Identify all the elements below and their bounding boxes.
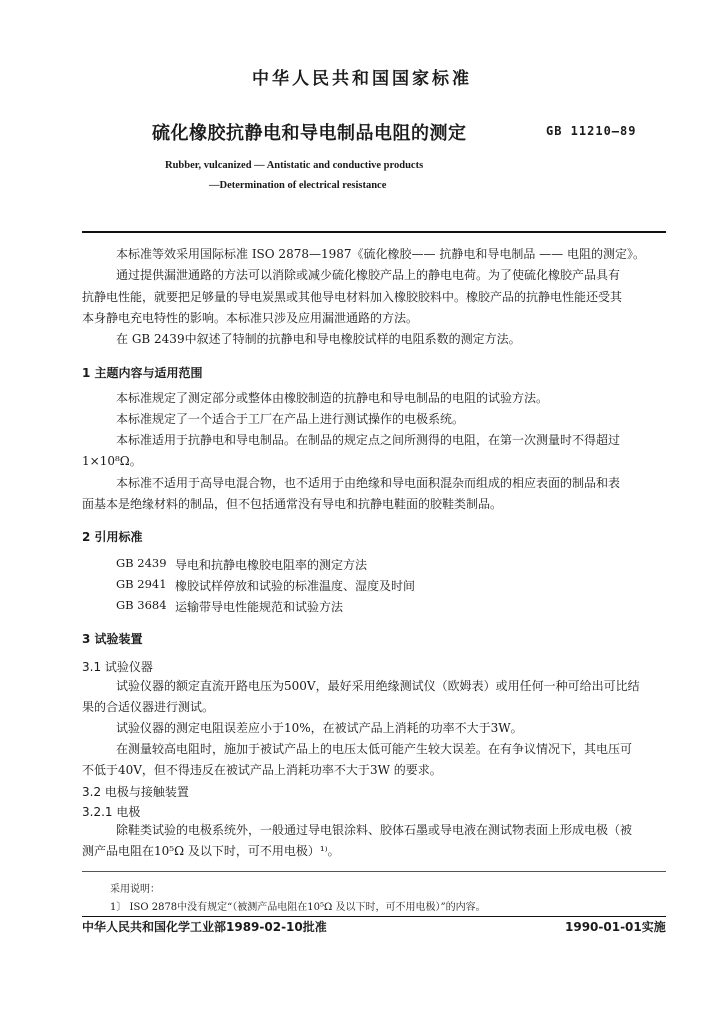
section-2-heading: 2 引用标准: [82, 530, 143, 544]
section-1-line-6: 面基本是绝缘材料的制品，但不包括通常没有导电和抗静电鞋面的胶鞋类制品。: [82, 497, 503, 511]
section-3-2-1-line-2: 测产品电阻在10⁵Ω 及以下时，可不用电极）¹⁾。: [82, 844, 340, 858]
reference-title: 运输带导电性能规范和试验方法: [175, 600, 344, 614]
section-3-1-line-4: 在测量较高电阻时，施加于被试产品上的电压太低可能产生较大误差。在有争议情况下，其电压可: [116, 742, 633, 756]
section-3-1-heading: 3.1 试验仪器: [82, 660, 153, 674]
standard-name: 中华人民共和国国家标准: [252, 69, 472, 89]
english-title-line-1: Rubber, vulcanized — Antistatic and conductive products: [165, 160, 424, 171]
intro-line-5: 在 GB 2439中叙述了特制的抗静电和导电橡胶试样的电阻系数的测定方法。: [116, 332, 521, 346]
section-1-line-5: 本标准不适用于高导电混合物，也不适用于由绝缘和导电面积混杂而组成的相应表面的制品和表: [116, 476, 621, 490]
notes-label: 采用说明：: [110, 884, 160, 895]
section-3-2-1-heading: 3.2.1 电极: [82, 805, 141, 819]
document-title: 硫化橡胶抗静电和导电制品电阻的测定: [152, 123, 467, 144]
section-3-2-heading: 3.2 电极与接触装置: [82, 785, 189, 799]
footer-rule: [82, 916, 666, 917]
section-3-1-line-5: 不低于40V，但不得违反在被试产品上消耗功率不大于3W 的要求。: [82, 763, 442, 777]
reference-code: GB 3684: [116, 598, 167, 612]
intro-line-3: 抗静电性能，就要把足够量的导电炭黑或其他导电材料加入橡胶胶料中。橡胶产品的抗静电性能还受其: [82, 290, 623, 304]
intro-line-2: 通过提供漏泄通路的方法可以消除或减少硫化橡胶产品上的静电电荷。为了使硫化橡胶产品具有: [116, 268, 621, 282]
intro-line-1: 本标准等效采用国际标准 ISO 2878—1987《硫化橡胶—— 抗静电和导电制品 —— 电阻的测定》。: [116, 247, 645, 261]
section-1-line-3: 本标准适用于抗静电和导电制品。在制品的规定点之间所测得的电阻，在第一次测量时不得超过: [116, 433, 621, 447]
reference-code: GB 2439: [116, 556, 167, 570]
effective-date: 1990-01-01实施: [565, 920, 666, 934]
reference-code: GB 2941: [116, 577, 167, 591]
section-1-line-4: 1×10⁸Ω。: [82, 454, 142, 468]
section-3-1-line-2: 果的合适仪器进行测试。: [82, 700, 215, 714]
intro-line-4: 本身静电充电特性的影响。本标准只涉及应用漏泄通路的方法。: [82, 311, 419, 325]
reference-title: 导电和抗静电橡胶电阻率的测定方法: [175, 558, 368, 572]
section-3-heading: 3 试验装置: [82, 632, 143, 646]
reference-title: 橡胶试样停放和试验的标准温度、湿度及时间: [175, 579, 416, 593]
header-rule: [82, 231, 666, 233]
section-3-1-line-3: 试验仪器的测定电阻误差应小于10%，在被试产品上消耗的功率不大于3W。: [116, 721, 523, 735]
section-1-line-2: 本标准规定了一个适合于工厂在产品上进行测试操作的电极系统。: [116, 412, 465, 426]
footnote-1: 1〕 ISO 2878中没有规定“（被测产品电阻在10⁵Ω 及以下时，可不用电极）”的内容。: [110, 902, 486, 913]
approval-text: 中华人民共和国化学工业部1989-02-10批准: [82, 920, 327, 934]
section-1-line-1: 本标准规定了测定部分或整体由橡胶制造的抗静电和导电制品的电阻的试验方法。: [116, 391, 549, 405]
english-title-line-2: —Determination of electrical resistance: [209, 180, 387, 191]
section-3-1-line-1: 试验仪器的额定直流开路电压为500V，最好采用绝缘测试仪（欧姆表）或用任何一种可给出可比结: [116, 679, 640, 693]
notes-rule: [82, 871, 666, 872]
section-1-heading: 1 主题内容与适用范围: [82, 366, 203, 380]
gb-number: GB 11210—89: [546, 124, 637, 138]
section-3-2-1-line-1: 除鞋类试验的电极系统外，一般通过导电银涂料、胶体石墨或导电液在测试物表面上形成电极（被: [116, 823, 633, 837]
